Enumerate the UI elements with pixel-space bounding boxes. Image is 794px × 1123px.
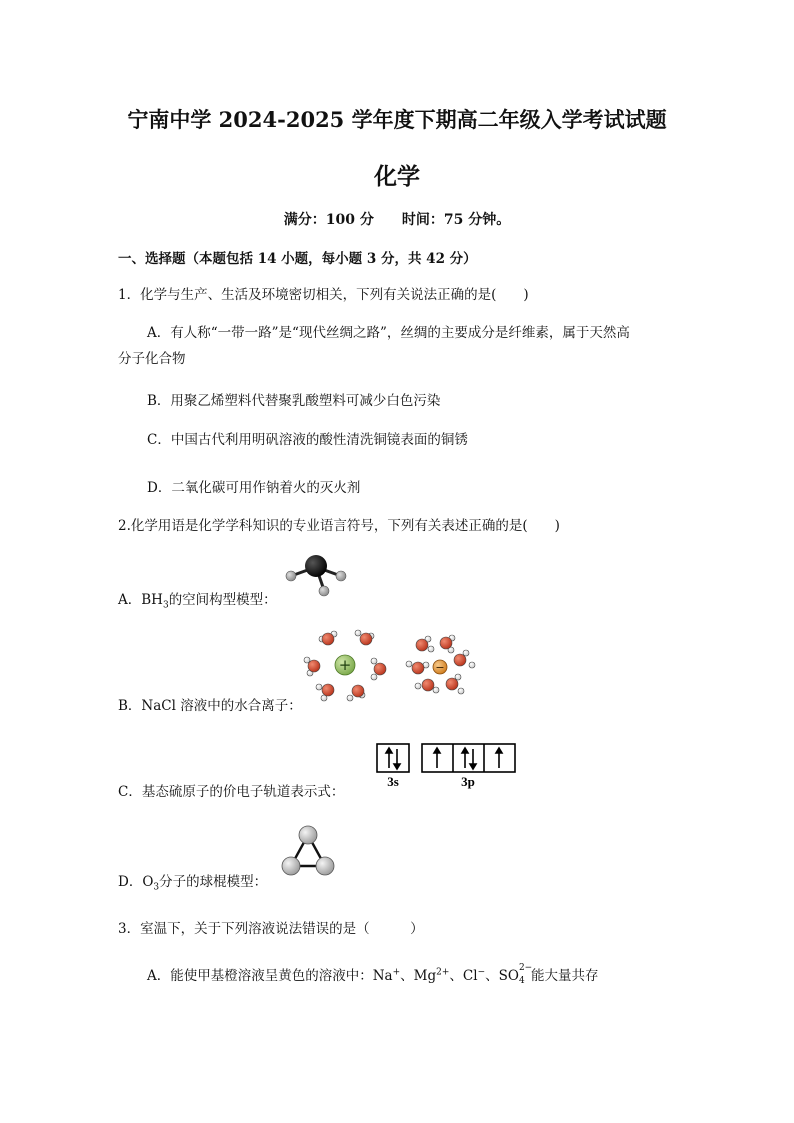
q1-option-b: B．用聚乙烯塑料代替聚乳酸塑料可减少白色污染 bbox=[147, 393, 441, 409]
svg-text:+: + bbox=[338, 656, 352, 674]
exam-time: 时间：75 分钟。 bbox=[401, 212, 511, 228]
q1-option-c: C．中国古代利用明矾溶液的酸性清洗铜镜表面的铜锈 bbox=[147, 432, 468, 448]
exam-meta bbox=[0, 209, 794, 229]
q2-option-a: A．$BH_3$的空间构型模型： bbox=[118, 592, 277, 611]
q1-stem: 1．化学与生产、生活及环境密切相关，下列有关说法正确的是( ) bbox=[118, 287, 529, 303]
hydrated-sodium-ion-icon bbox=[302, 628, 380, 702]
q3-stem: 3．室温下，关于下列溶液说法错误的是（ ） bbox=[118, 921, 424, 937]
exam-title: 宁南中学 2024-2025 学年度下期高二年级入学考试试题 bbox=[127, 107, 667, 132]
q2-stem: 2.化学用语是化学学科知识的专业语言符号，下列有关表述正确的是( ) bbox=[118, 518, 560, 534]
hydrated-chloride-ion-icon bbox=[406, 634, 478, 698]
q3-option-a: A．能使甲基橙溶液呈黄色的溶液中：Na+、$Mg^{2+}$、Cl−、SO 2− 4 能大量共存 bbox=[147, 963, 599, 986]
q1-option-a-line1: A．有人称“一带一路”是“现代丝绸之路”，丝绸的主要成分是纤维素，属于天然高 bbox=[147, 325, 630, 341]
full-score: 满分：100 分 bbox=[283, 212, 374, 228]
sulfur-orbital-diagram bbox=[374, 741, 518, 793]
section-heading: 一、选择题（本题包括 14 小题，每小题 3 分，共 42 分） bbox=[118, 251, 477, 267]
subject-title: 化学 bbox=[374, 163, 420, 190]
ozone-ball-stick-icon bbox=[280, 824, 336, 878]
q2-option-d: D．$O_3$分子的球棍模型： bbox=[118, 874, 268, 893]
q1-option-a-line2: 分子化合物 bbox=[118, 351, 186, 367]
q1-option-d: D．二氧化碳可用作钠着火的灭火剂 bbox=[147, 480, 361, 496]
q2-option-b: B．NaCl 溶液中的水合离子： bbox=[118, 698, 302, 714]
orbital-label-3p: 3p bbox=[461, 774, 475, 789]
bh3-model-icon bbox=[282, 552, 352, 600]
orbital-label-3s: 3s bbox=[387, 774, 399, 789]
svg-text:−: − bbox=[435, 661, 445, 674]
q2-option-c: C．基态硫原子的价电子轨道表示式： bbox=[118, 784, 345, 800]
